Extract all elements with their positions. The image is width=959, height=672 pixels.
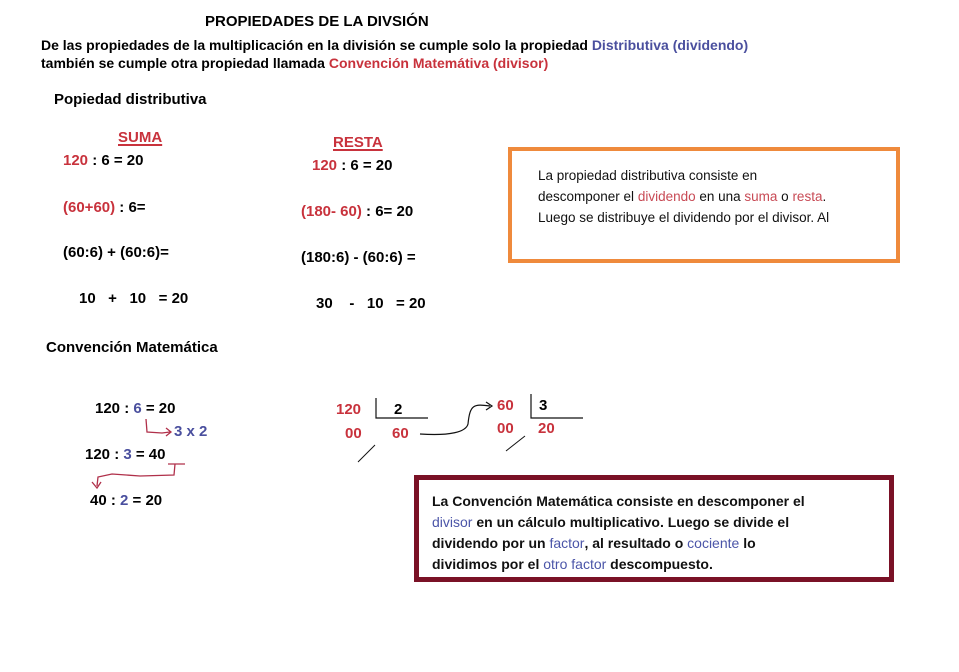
resta-eq-2-diff: (180- 60) — [301, 203, 362, 220]
text: = 20 — [141, 400, 176, 417]
page-title: PROPIEDADES DE LA DIVSIÓN — [205, 13, 429, 30]
divisor-2: 2 — [120, 492, 129, 509]
suma-eq-2-rest: : 6= — [115, 199, 146, 216]
suma-label: SUMA — [118, 129, 163, 146]
intro-line-2-text: también se cumple otra propiedad llamada — [41, 55, 329, 71]
division-2-quotient: 20 — [538, 420, 555, 437]
convention-explanation-line-2 — [432, 512, 805, 533]
division-1-divisor: 2 — [394, 401, 403, 418]
convention-explanation-box — [414, 475, 894, 582]
intro-convention-highlight: Convención Matemátiva (divisor) — [328, 55, 549, 71]
resta-eq-3: (180:6) - (60:6) = — [301, 249, 416, 266]
keyword-factor: factor — [549, 535, 585, 551]
division-2-dividend: 60 — [497, 397, 514, 414]
convention-heading: Convención Matemática — [46, 339, 218, 356]
keyword-divisor: divisor — [432, 514, 473, 530]
keyword-resta: resta — [792, 189, 823, 204]
suma-eq-1-dividend: 120 — [63, 152, 89, 169]
suma-eq-3: (60:6) + (60:6)= — [63, 244, 169, 261]
arrow-6-to-factors — [146, 419, 170, 433]
resta-eq-2-rest: : 6= 20 — [361, 203, 414, 220]
distributive-heading: Popiedad distributiva — [54, 91, 207, 108]
text: , al resultado o — [584, 535, 688, 551]
arrow-40-to-next — [97, 464, 175, 486]
division-1-slash — [358, 445, 375, 462]
keyword-otro-factor: otro factor — [543, 556, 607, 572]
divisor-3: 3 — [123, 446, 132, 463]
text: 120 : — [95, 400, 134, 417]
text: 40 : — [90, 492, 121, 509]
text: = 20 — [128, 492, 163, 509]
text: = 40 — [131, 446, 166, 463]
text: dividimos por el — [432, 556, 544, 572]
resta-eq-4: 30 - 10 = 20 — [316, 295, 426, 312]
suma-eq-1-rest: : 6 = 20 — [88, 152, 144, 169]
distributive-explanation-line-3: Luego se distribuye el dividendo por el divisor. Al — [538, 210, 830, 225]
text: lo — [739, 535, 756, 551]
suma-eq-4: 10 + 10 = 20 — [79, 290, 189, 307]
text: o — [777, 189, 793, 204]
text: . — [822, 189, 827, 204]
factor-decomposition: 3 x 2 — [174, 423, 208, 440]
division-1-dividend: 120 — [336, 401, 362, 418]
distributive-explanation-line-1: La propiedad distributiva consiste en — [538, 168, 758, 183]
keyword-dividendo: dividendo — [637, 189, 696, 204]
convention-explanation-line-4 — [432, 554, 805, 575]
division-2-bracket — [531, 394, 583, 418]
convention-explanation-line-3 — [432, 533, 805, 554]
convention-explanation-line-1: La Convención Matemática consiste en descomponer el — [432, 493, 805, 509]
divisor-6: 6 — [133, 400, 142, 417]
division-1-bracket — [376, 398, 428, 418]
division-2-divisor: 3 — [539, 397, 548, 414]
suma-eq-2-sum: (60+60) — [63, 199, 116, 216]
text: descompuesto. — [606, 556, 713, 572]
keyword-cociente: cociente — [687, 535, 740, 551]
division-2-remainder: 00 — [497, 420, 514, 437]
connector-60-to-division-2 — [420, 405, 490, 434]
resta-eq-1-dividend: 120 — [312, 157, 338, 174]
resta-label: RESTA — [333, 134, 383, 151]
convention-explanation-text — [432, 491, 805, 575]
keyword-suma: suma — [744, 189, 778, 204]
division-1-quotient: 60 — [392, 425, 409, 442]
intro-distributive-highlight: Distributiva (dividendo) — [591, 37, 749, 53]
text: en una — [695, 189, 745, 204]
division-2-slash — [506, 436, 525, 451]
text: 120 : — [85, 446, 124, 463]
intro-line-1-text: De las propiedades de la multiplicación en la división se cumple solo la propiedad — [41, 37, 592, 53]
text: descomponer el — [538, 189, 638, 204]
resta-eq-1-rest: : 6 = 20 — [337, 157, 393, 174]
text: dividendo por un — [432, 535, 550, 551]
text: en un cálculo multiplicativo. Luego se divide el — [472, 514, 790, 530]
division-1-remainder: 00 — [345, 425, 362, 442]
